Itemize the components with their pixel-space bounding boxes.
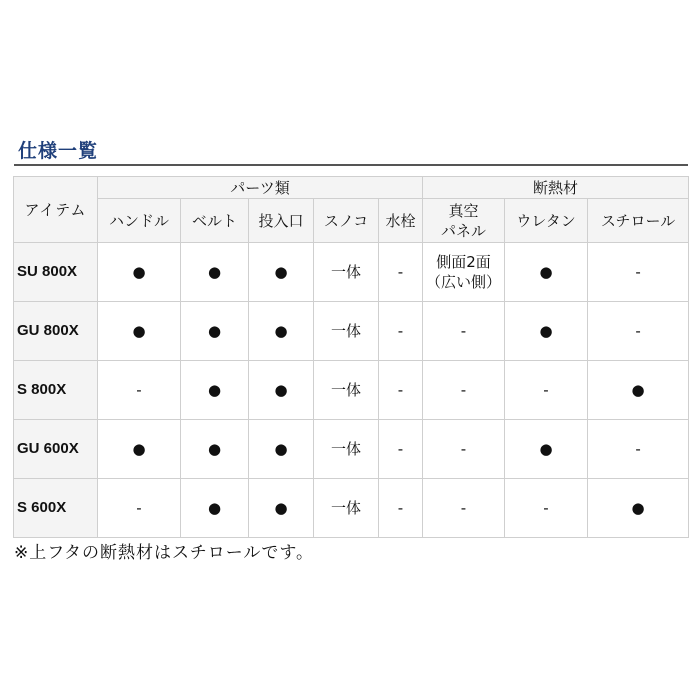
cell-styrofoam: ●: [588, 361, 689, 420]
table-row: [14, 361, 689, 420]
cell-sunoko: 一体: [314, 479, 379, 538]
cell-sunoko: 一体: [314, 243, 379, 302]
cell-drain: -: [379, 361, 423, 420]
footnote: ※上フタの断熱材はスチロールです。: [14, 543, 315, 563]
column-header-inlet: 投入口: [249, 199, 314, 243]
item-name-cell: GU 800X: [14, 302, 98, 361]
cell-vacuum-panel: -: [423, 361, 505, 420]
column-header-belt: ベルト: [181, 199, 249, 243]
cell-urethane: ●: [505, 420, 588, 479]
cell-urethane: ●: [505, 243, 588, 302]
group-header-insulation: 断熱材: [423, 177, 689, 199]
page-title: 仕様一覧: [18, 140, 99, 162]
cell-urethane: -: [505, 361, 588, 420]
cell-belt: ●: [181, 479, 249, 538]
cell-drain: -: [379, 420, 423, 479]
cell-belt: ●: [181, 361, 249, 420]
item-column-header: アイテム: [14, 177, 98, 243]
cell-vacuum-panel: -: [423, 479, 505, 538]
column-header-vacuum-panel: 真空 パネル: [423, 199, 505, 243]
column-header-sunoko: スノコ: [314, 199, 379, 243]
item-name-cell: SU 800X: [14, 243, 98, 302]
title-divider: [14, 164, 688, 166]
column-header-drain: 水栓: [379, 199, 423, 243]
item-name-cell: S 800X: [14, 361, 98, 420]
cell-vacuum-panel: -: [423, 302, 505, 361]
cell-styrofoam: -: [588, 302, 689, 361]
cell-drain: -: [379, 479, 423, 538]
spec-table: [13, 176, 689, 538]
cell-drain: -: [379, 243, 423, 302]
cell-belt: ●: [181, 302, 249, 361]
cell-vacuum-panel: 側面2面 （広い側）: [423, 243, 505, 302]
cell-sunoko: 一体: [314, 361, 379, 420]
table-row: [14, 420, 689, 479]
item-name-cell: GU 600X: [14, 420, 98, 479]
cell-handle: -: [98, 479, 181, 538]
cell-belt: ●: [181, 243, 249, 302]
table-row: [14, 302, 689, 361]
cell-drain: -: [379, 302, 423, 361]
cell-inlet: ●: [249, 420, 314, 479]
column-header-urethane: ウレタン: [505, 199, 588, 243]
table-body: [14, 243, 689, 538]
cell-handle: ●: [98, 420, 181, 479]
cell-styrofoam: -: [588, 243, 689, 302]
cell-styrofoam: ●: [588, 479, 689, 538]
cell-belt: ●: [181, 420, 249, 479]
column-header-styrofoam: スチロール: [588, 199, 689, 243]
cell-urethane: ●: [505, 302, 588, 361]
cell-inlet: ●: [249, 479, 314, 538]
item-name-cell: S 600X: [14, 479, 98, 538]
table-row: [14, 479, 689, 538]
cell-inlet: ●: [249, 361, 314, 420]
cell-handle: ●: [98, 243, 181, 302]
column-header-handle: ハンドル: [98, 199, 181, 243]
table-row: [14, 243, 689, 302]
cell-styrofoam: -: [588, 420, 689, 479]
cell-handle: ●: [98, 302, 181, 361]
cell-vacuum-panel: -: [423, 420, 505, 479]
cell-sunoko: 一体: [314, 302, 379, 361]
cell-handle: -: [98, 361, 181, 420]
cell-inlet: ●: [249, 302, 314, 361]
cell-inlet: ●: [249, 243, 314, 302]
cell-urethane: -: [505, 479, 588, 538]
cell-sunoko: 一体: [314, 420, 379, 479]
group-header-parts: パーツ類: [98, 177, 423, 199]
